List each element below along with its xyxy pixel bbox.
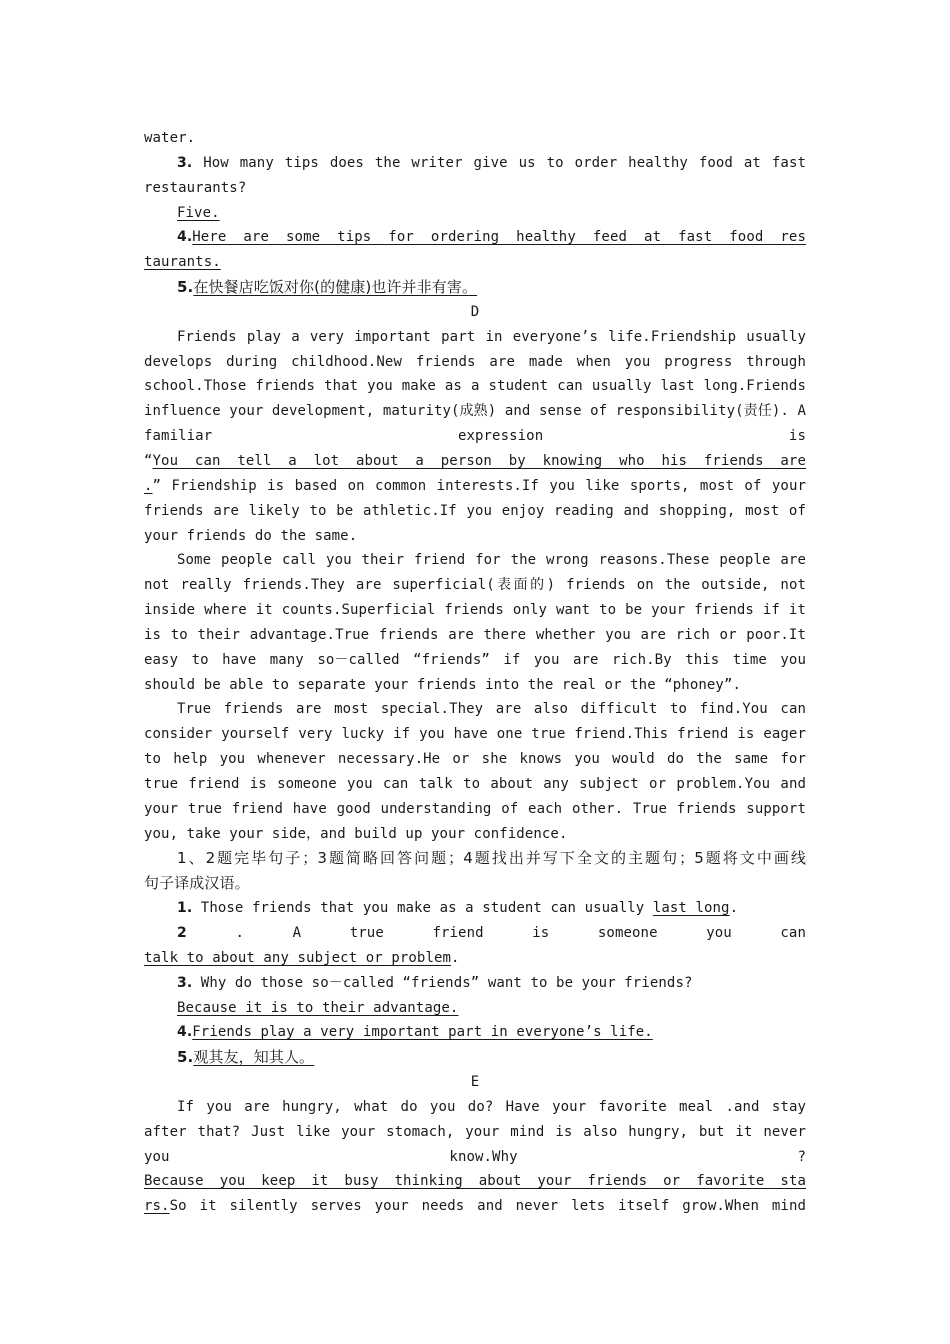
text-line bbox=[144, 1169, 806, 1194]
answer-text: Friends play a very important part in everyone’s life. bbox=[192, 1024, 653, 1041]
text-line bbox=[144, 1095, 806, 1120]
text-line bbox=[144, 822, 806, 847]
line-text: If you are hungry, what do you do? Have your favorite meal .and stay bbox=[177, 1098, 806, 1115]
question-number: 5. bbox=[177, 1048, 194, 1067]
text-line bbox=[144, 374, 806, 399]
line-text: . A true friend is someone you can bbox=[186, 925, 806, 941]
line-text: So it silently serves your needs and never lets itself grow.When mind bbox=[169, 1198, 806, 1215]
line-text: your friends do the same. bbox=[144, 527, 358, 544]
line-text: school.Those friends that you make as a student can usually last long.Friends bbox=[144, 378, 806, 395]
answer-text: 在快餐店吃饭对你(的健康)也许并非有害。 bbox=[193, 278, 478, 297]
question-number: 2 bbox=[177, 925, 187, 941]
text-line bbox=[144, 896, 806, 921]
line-text: 1、2题完毕句子；3题简略回答问题；4题找出并写下全文的主题句；5题将文中画线 bbox=[177, 849, 806, 868]
line-end: . bbox=[729, 900, 739, 917]
text-line bbox=[144, 598, 806, 623]
text-line bbox=[144, 648, 806, 673]
line-text: develops during childhood.New friends are made when you progress through bbox=[144, 353, 806, 370]
quote-mark: “ bbox=[144, 452, 153, 469]
text-line bbox=[144, 399, 806, 424]
line-text: 句子译成汉语。 bbox=[144, 874, 250, 893]
answer-text: talk to about any subject or problem bbox=[144, 949, 452, 966]
line-text: Friends play a very important part in everyone’s life.Friendship usually bbox=[177, 328, 806, 345]
text-line bbox=[144, 1194, 806, 1219]
text-line bbox=[144, 350, 806, 375]
text-line bbox=[144, 1045, 806, 1070]
text-line bbox=[144, 623, 806, 648]
line-text: consider yourself very lucky if you have one true friend.This friend is eager bbox=[144, 726, 806, 743]
line-text: true friend is someone you can talk to about any subject or problem.You and bbox=[144, 775, 806, 792]
answer-text: 观其友，知其人。 bbox=[193, 1048, 315, 1067]
line-text: Why do those so－called “friends” want to be your friends? bbox=[192, 974, 693, 991]
answer-text: last long bbox=[652, 900, 730, 917]
line-text: inside where it counts.Superficial friends only want to be your friends if it bbox=[144, 602, 806, 619]
question-number: 4. bbox=[177, 1024, 193, 1041]
line-text: you know.Why ? bbox=[144, 1148, 806, 1165]
text-line bbox=[144, 250, 806, 275]
answer-text: Here are some tips for ordering healthy feed at fast food res bbox=[192, 229, 806, 246]
text-line bbox=[144, 673, 806, 698]
answer-text: rs. bbox=[144, 1198, 170, 1215]
text-line bbox=[144, 1145, 806, 1170]
answer-text: . bbox=[144, 477, 153, 494]
answer-text: Because it is to their advantage. bbox=[177, 999, 459, 1016]
text-line bbox=[144, 946, 806, 971]
text-line bbox=[144, 325, 806, 350]
text-line bbox=[144, 996, 806, 1021]
question-number: 3. bbox=[177, 974, 193, 991]
text-line bbox=[144, 225, 806, 250]
text-line bbox=[144, 499, 806, 524]
line-text: restaurants? bbox=[144, 179, 247, 196]
text-line bbox=[144, 1020, 806, 1045]
text-line bbox=[144, 1120, 806, 1145]
line-text: after that? Just like your stomach, your mind is also hungry, but it never bbox=[144, 1123, 806, 1140]
text-line bbox=[144, 747, 806, 772]
document-body bbox=[144, 126, 806, 1219]
text-line bbox=[144, 573, 806, 598]
line-text: water. bbox=[144, 130, 196, 146]
answer-text: Because you keep it busy thinking about your friends or favorite sta bbox=[144, 1173, 806, 1190]
line-text: easy to have many so－called “friends” if you are rich.By this time you bbox=[144, 651, 806, 668]
question-number: 1. bbox=[177, 900, 193, 917]
text-line bbox=[144, 971, 806, 996]
text-line bbox=[144, 772, 806, 797]
text-line bbox=[144, 176, 806, 201]
text-line bbox=[144, 300, 806, 325]
line-text: influence your development, maturity(成熟) and sense of responsibility(责任). A bbox=[144, 403, 806, 420]
line-text: True friends are most special.They are also difficult to find.You can bbox=[177, 701, 806, 718]
answer-text: taurants. bbox=[144, 254, 221, 271]
line-text: you, take your side，and build up your confidence. bbox=[144, 825, 568, 842]
text-line bbox=[144, 697, 806, 722]
text-line bbox=[144, 474, 806, 499]
question-number: 3. bbox=[177, 154, 193, 171]
text-line bbox=[144, 871, 806, 896]
answer-text: You can tell a lot about a person by knowing who his friends are bbox=[152, 452, 806, 469]
text-line bbox=[144, 797, 806, 822]
text-line bbox=[144, 151, 806, 176]
text-line bbox=[144, 449, 806, 474]
line-text: D bbox=[470, 303, 480, 320]
text-line bbox=[144, 201, 806, 226]
line-text: Some people call you their friend for the wrong reasons.These people are bbox=[177, 552, 806, 569]
line-text: to help you whenever necessary.He or she knows you would do the same for bbox=[144, 751, 806, 768]
text-line bbox=[144, 846, 806, 871]
text-line bbox=[144, 275, 806, 300]
text-line bbox=[144, 524, 806, 549]
answer-text: Five. bbox=[177, 204, 220, 221]
line-text: E bbox=[470, 1074, 480, 1091]
text-line bbox=[144, 548, 806, 573]
line-end: . bbox=[451, 949, 460, 966]
line-text: Those friends that you make as a student can usually bbox=[192, 900, 653, 917]
line-text: How many tips does the writer give us to order healthy food at fast bbox=[203, 154, 806, 171]
line-text: friends are likely to be athletic.If you enjoy reading and shopping, most of bbox=[144, 502, 806, 519]
text-line bbox=[144, 424, 806, 449]
text-line bbox=[144, 1070, 806, 1095]
line-text: should be able to separate your friends into the real or the “phoney”. bbox=[144, 676, 742, 693]
line-text: ” Friendship is based on common interests.If you like sports, most of your bbox=[152, 477, 806, 494]
question-number: 5. bbox=[177, 278, 194, 297]
question-number: 4. bbox=[177, 229, 193, 246]
line-text: familiar expression is bbox=[144, 428, 806, 445]
line-text: is to their advantage.True friends are there whether you are rich or poor.It bbox=[144, 626, 806, 643]
text-line bbox=[144, 126, 806, 151]
text-line bbox=[144, 722, 806, 747]
line-text: your true friend have good understanding of each other. True friends support bbox=[144, 800, 806, 817]
text-line bbox=[144, 921, 806, 946]
line-text: not really friends.They are superficial(表面的) friends on the outside, not bbox=[144, 577, 806, 594]
